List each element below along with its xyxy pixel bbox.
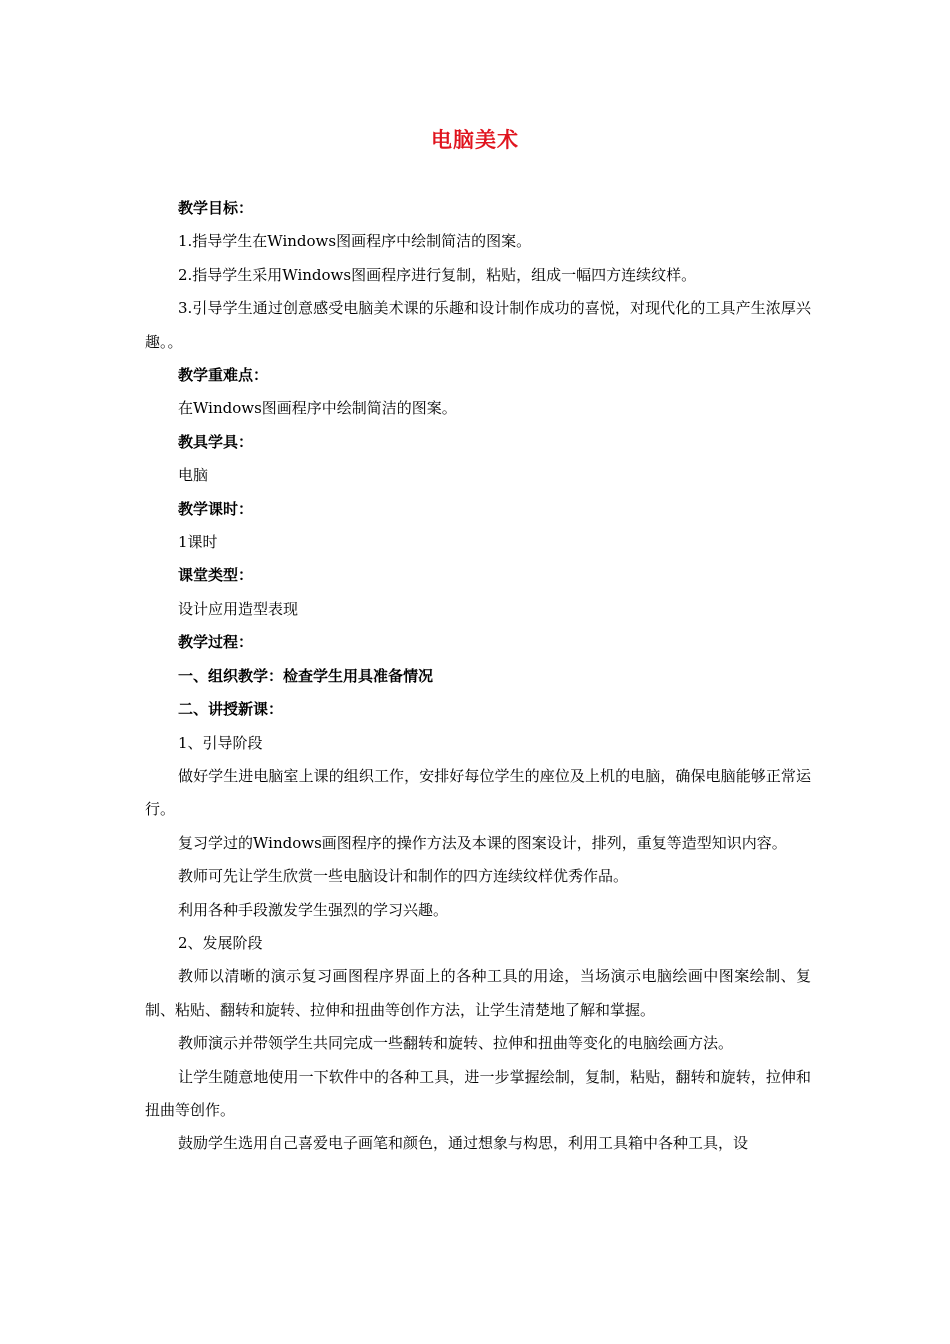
body-paragraph: 2、发展阶段 bbox=[178, 933, 263, 952]
section-heading: 二、讲授新课： bbox=[178, 700, 284, 719]
body-paragraph: 3.引导学生通过创意感受电脑美术课的乐趣和设计制作成功的喜悦，对现代化的工具产生浓厚兴趣。。 bbox=[145, 299, 811, 351]
section-heading: 教学重难点： bbox=[178, 366, 269, 385]
section-heading: 教学过程： bbox=[178, 633, 254, 652]
section-heading: 教学课时： bbox=[178, 499, 254, 518]
section-heading: 课堂类型： bbox=[178, 566, 254, 585]
section-heading: 一、组织教学：检查学生用具准备情况 bbox=[178, 666, 434, 685]
body-paragraph: 设计应用造型表现 bbox=[178, 599, 299, 618]
section-heading: 教具学具： bbox=[178, 432, 254, 451]
body-paragraph: 教师以清晰的演示复习画图程序界面上的各种工具的用途，当场演示电脑绘画中图案绘制、复制、粘贴、翻转和旋转、拉伸和扭曲等创作方法，让学生清楚地了解和掌握。 bbox=[145, 967, 811, 1019]
body-paragraph: 利用各种手段激发学生强烈的学习兴趣。 bbox=[178, 900, 449, 919]
body-paragraph: 教师演示并带领学生共同完成一些翻转和旋转、拉伸和扭曲等变化的电脑绘画方法。 bbox=[178, 1034, 734, 1053]
body-paragraph: 在Windows图画程序中绘制简洁的图案。 bbox=[178, 399, 457, 418]
body-paragraph: 让学生随意地使用一下软件中的各种工具，进一步掌握绘制，复制，粘贴，翻转和旋转，拉伸和扭曲等创作。 bbox=[145, 1067, 811, 1119]
body-paragraph: 1、引导阶段 bbox=[178, 733, 263, 752]
body-paragraph: 1.指导学生在Windows图画程序中绘制简洁的图案。 bbox=[178, 232, 532, 251]
document-title: 电脑美术 bbox=[431, 128, 519, 152]
body-paragraph: 电脑 bbox=[178, 466, 209, 485]
body-paragraph: 做好学生进电脑室上课的组织工作，安排好每位学生的座位及上机的电脑，确保电脑能够正常运行。 bbox=[145, 766, 811, 819]
body-paragraph: 教师可先让学生欣赏一些电脑设计和制作的四方连续纹样优秀作品。 bbox=[178, 867, 629, 886]
body-paragraph: 2.指导学生采用Windows图画程序进行复制，粘贴，组成一幅四方连续纹样。 bbox=[178, 265, 697, 284]
body-paragraph: 复习学过的Windows画图程序的操作方法及本课的图案设计，排列，重复等造型知识内容。 bbox=[178, 833, 787, 852]
document-body bbox=[145, 192, 811, 1161]
body-paragraph: 鼓励学生选用自己喜爱电子画笔和颜色，通过想象与构思，利用工具箱中各种工具，设 bbox=[178, 1134, 749, 1153]
section-heading: 教学目标： bbox=[178, 199, 254, 217]
body-paragraph: 1课时 bbox=[178, 533, 218, 552]
